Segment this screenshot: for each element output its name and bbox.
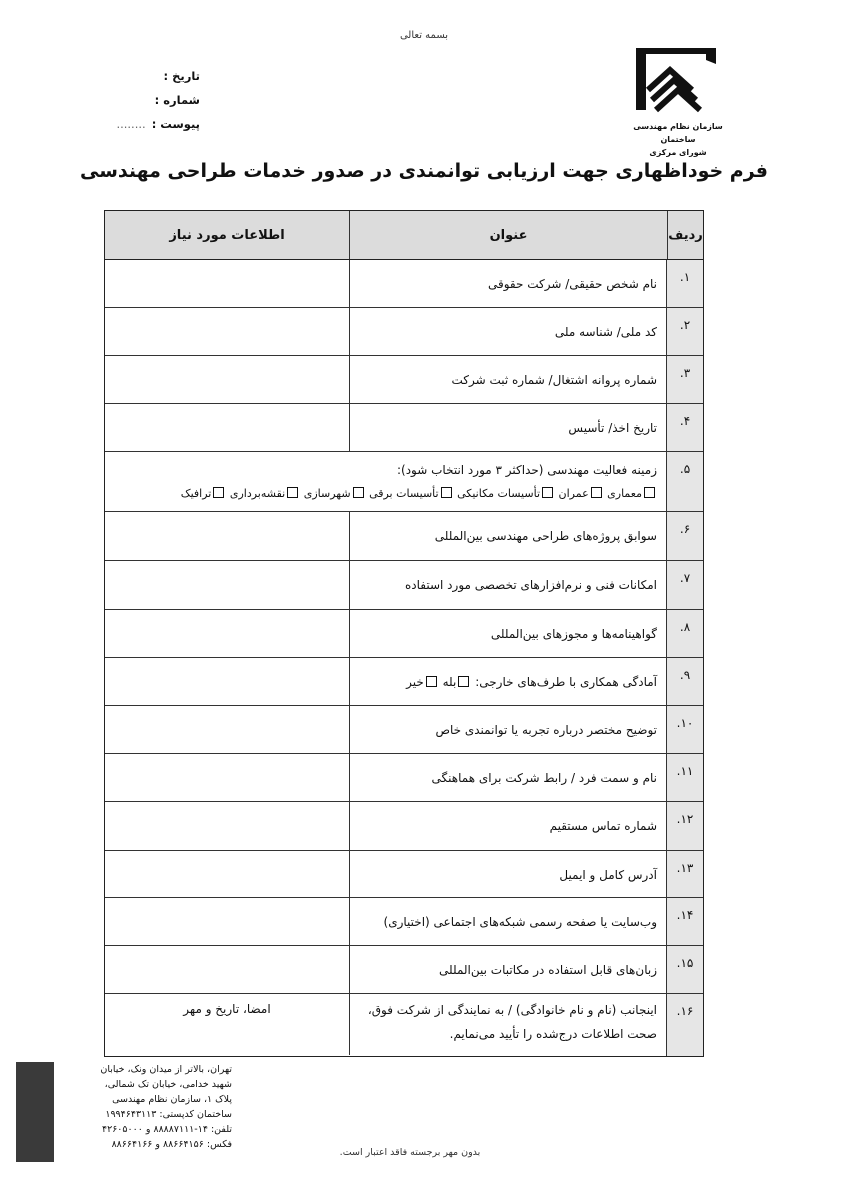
table-row bbox=[105, 706, 703, 754]
row-info-field[interactable] bbox=[105, 898, 349, 945]
checkbox-electrical[interactable] bbox=[441, 487, 452, 498]
logo-emblem-icon bbox=[628, 38, 728, 114]
embossed-stamp-mark bbox=[16, 1062, 54, 1162]
row-number: ۱۰. bbox=[676, 716, 694, 730]
organization-logo bbox=[628, 38, 728, 159]
row-number: ۶. bbox=[679, 522, 691, 536]
option-civil: عمران bbox=[558, 487, 589, 500]
attachment-dots: ........ bbox=[116, 117, 146, 131]
row-number: ۱۳. bbox=[676, 861, 694, 875]
checkbox-architecture[interactable] bbox=[644, 487, 655, 498]
address-line: شهید خدامی، خیابان تک شمالی، bbox=[104, 1079, 232, 1090]
row-number: ۷. bbox=[679, 571, 691, 585]
row-number: ۱۱. bbox=[676, 764, 694, 778]
option-urban-planning: شهرسازی bbox=[303, 487, 351, 500]
cooperation-title: آمادگی همکاری با طرف‌های خارجی: bbox=[475, 675, 657, 689]
row-number: ۸. bbox=[679, 620, 691, 634]
row-info-field[interactable] bbox=[105, 851, 349, 897]
activity-field-title: زمینه فعالیت مهندسی (حداکثر ۳ مورد انتخاب شود): bbox=[396, 463, 657, 477]
row-info-field[interactable] bbox=[105, 512, 349, 560]
signature-field[interactable] bbox=[105, 994, 349, 1055]
row-info-field[interactable] bbox=[105, 658, 349, 705]
table-row bbox=[105, 404, 703, 452]
page-title: فرم خوداظهاری جهت ارزیابی توانمندی در صدور خدمات طراحی مهندسی bbox=[80, 160, 768, 182]
checkbox-traffic[interactable] bbox=[213, 487, 224, 498]
checkbox-yes[interactable] bbox=[458, 676, 469, 687]
checkbox-mechanical[interactable] bbox=[542, 487, 553, 498]
bismillah: بسمه تعالی bbox=[399, 30, 449, 41]
row-info-field[interactable] bbox=[105, 356, 349, 403]
table-row bbox=[105, 610, 703, 658]
date-label: تاریخ : bbox=[163, 69, 200, 83]
row-info-field[interactable] bbox=[105, 561, 349, 609]
row-info-field[interactable] bbox=[105, 706, 349, 753]
table-header bbox=[105, 211, 703, 260]
checkbox-urban-planning[interactable] bbox=[353, 487, 364, 498]
table-row bbox=[105, 561, 703, 610]
row-title: امکانات فنی و نرم‌افزارهای تخصصی مورد استفاده bbox=[349, 561, 667, 609]
option-architecture: معماری bbox=[607, 487, 642, 500]
header-row-number: ردیف bbox=[667, 211, 703, 259]
table-row bbox=[105, 260, 703, 308]
row-number: ۱۶. bbox=[676, 1004, 694, 1018]
table-row bbox=[105, 452, 703, 512]
fax-line: فکس: ۸۸۶۶۴۱۵۶ و ۸۸۶۶۴۱۶۶ bbox=[111, 1139, 232, 1150]
row-title: اینجانب (نام و نام خانوادگی) / به نمایندگی از شرکت فوق، صحت اطلاعات درج‌شده را تأیید می‌نمایم. bbox=[349, 994, 667, 1055]
row-number: ۱. bbox=[679, 270, 691, 284]
row-title: نام و سمت فرد / رابط شرکت برای هماهنگی bbox=[349, 754, 667, 801]
row-title bbox=[105, 452, 667, 511]
row-title bbox=[349, 658, 667, 705]
row-number: ۵. bbox=[679, 462, 691, 476]
row-title: تاریخ اخذ/ تأسیس bbox=[349, 404, 667, 451]
logo-org-name: سازمان نظام مهندسی ساختمان bbox=[633, 122, 723, 144]
row-info-field[interactable] bbox=[105, 308, 349, 355]
signature-label: امضا، تاریخ و مهر bbox=[183, 1002, 271, 1016]
header-info: اطلاعات مورد نیاز bbox=[169, 227, 285, 243]
option-no: خیر bbox=[406, 675, 424, 689]
option-electrical: تأسیسات برقی bbox=[369, 487, 439, 500]
row-title: نام شخص حقیقی/ شرکت حقوقی bbox=[349, 260, 667, 307]
row-number: ۳. bbox=[679, 366, 691, 380]
table-row bbox=[105, 658, 703, 706]
row-info-field[interactable] bbox=[105, 610, 349, 657]
row-number: ۴. bbox=[679, 414, 691, 428]
checkbox-surveying[interactable] bbox=[287, 487, 298, 498]
attachment-label: پیوست : bbox=[151, 117, 200, 131]
validity-note: بدون مهر برجسته فاقد اعتبار است. bbox=[339, 1147, 481, 1158]
row-info-field[interactable] bbox=[105, 404, 349, 451]
row-info-field[interactable] bbox=[105, 946, 349, 993]
row-title: شماره پروانه اشتغال/ شماره ثبت شرکت bbox=[349, 356, 667, 403]
footer-address bbox=[62, 1062, 232, 1152]
table-row bbox=[105, 851, 703, 898]
logo-council-name: شورای مرکزی bbox=[649, 148, 707, 157]
header-title: عنوان bbox=[349, 211, 667, 259]
address-line: ساختمان کدپستی: ۱۹۹۴۶۴۳۱۱۳ bbox=[105, 1109, 232, 1120]
row-title: گواهینامه‌ها و مجوزهای بین‌المللی bbox=[349, 610, 667, 657]
table-row bbox=[105, 946, 703, 994]
table-row bbox=[105, 308, 703, 356]
row-title: شماره تماس مستقیم bbox=[349, 802, 667, 850]
row-number: ۱۵. bbox=[676, 956, 694, 970]
letter-meta bbox=[30, 66, 200, 138]
row-info-field[interactable] bbox=[105, 802, 349, 850]
option-mechanical: تأسیسات مکانیکی bbox=[457, 487, 541, 500]
option-traffic: ترافیک bbox=[180, 487, 212, 500]
form-table bbox=[104, 210, 704, 1057]
row-number: ۱۲. bbox=[676, 812, 694, 826]
row-info-field[interactable] bbox=[105, 754, 349, 801]
table-row bbox=[105, 802, 703, 851]
checkbox-no[interactable] bbox=[426, 676, 437, 687]
table-row bbox=[105, 512, 703, 561]
table-row bbox=[105, 898, 703, 946]
table-row bbox=[105, 994, 703, 1055]
row-number: ۱۴. bbox=[676, 908, 694, 922]
row-number: ۲. bbox=[679, 318, 691, 332]
number-label: شماره : bbox=[154, 93, 200, 107]
row-title: سوابق پروژه‌های طراحی مهندسی بین‌المللی bbox=[349, 512, 667, 560]
address-line: پلاک ۱، سازمان نظام مهندسی bbox=[112, 1094, 232, 1105]
row-title: توضیح مختصر درباره تجربه یا توانمندی خاص bbox=[349, 706, 667, 753]
row-info-field[interactable] bbox=[105, 260, 349, 307]
phone-line: تلفن: ۱۴-۸۸۸۸۷۱۱۱ و ۴۲۶۰۵۰۰۰ bbox=[102, 1124, 232, 1135]
checkbox-civil[interactable] bbox=[591, 487, 602, 498]
activity-field-options bbox=[113, 482, 657, 506]
row-title: وب‌سایت یا صفحه رسمی شبکه‌های اجتماعی (اختیاری) bbox=[349, 898, 667, 945]
row-number: ۹. bbox=[679, 668, 691, 682]
option-yes: بله bbox=[442, 675, 457, 689]
address-line: تهران، بالاتر از میدان ونک، خیابان bbox=[100, 1064, 232, 1075]
row-title: آدرس کامل و ایمیل bbox=[349, 851, 667, 897]
row-title: کد ملی/ شناسه ملی bbox=[349, 308, 667, 355]
table-row bbox=[105, 754, 703, 802]
option-surveying: نقشه‌برداری bbox=[229, 487, 286, 500]
table-row bbox=[105, 356, 703, 404]
row-title: زبان‌های قابل استفاده در مکاتبات بین‌المللی bbox=[349, 946, 667, 993]
